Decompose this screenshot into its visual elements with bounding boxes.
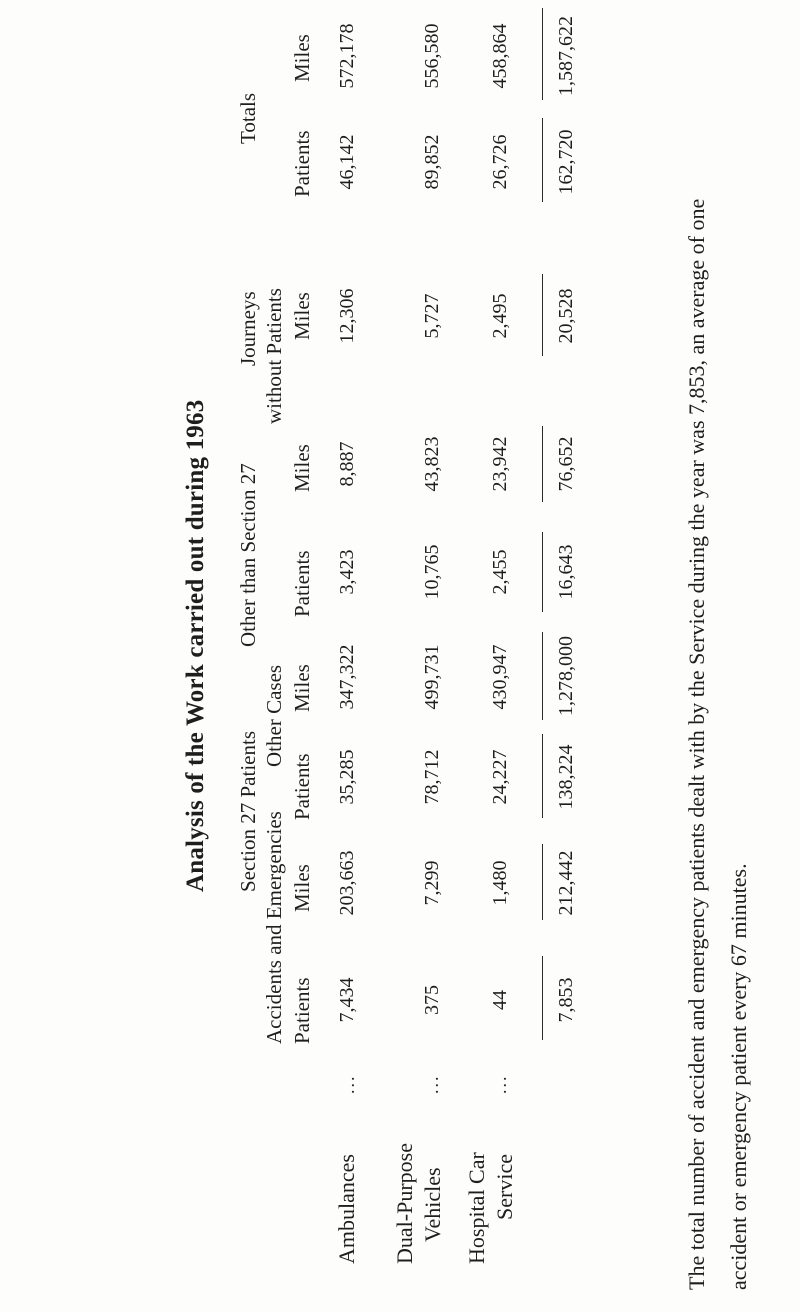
rule-totals-miles	[542, 8, 543, 100]
cell-dual-purpose-other-patients: 10,765	[421, 544, 443, 600]
group-header-journeys: Journeys	[236, 291, 260, 366]
cell-ambulances-other-patients: 3,423	[336, 549, 358, 595]
cell-hospital-car-other-miles: 23,942	[489, 436, 511, 492]
rule-oc-miles	[542, 632, 543, 720]
group-header-totals: Totals	[236, 92, 260, 144]
total-ae-patients: 7,853	[555, 977, 577, 1023]
row-dots: ...	[490, 1074, 510, 1094]
rule-journeys-miles	[542, 274, 543, 356]
col-header-other-miles: Miles	[290, 444, 314, 492]
total-other-patients: 16,643	[555, 544, 577, 600]
total-ae-miles: 212,442	[555, 850, 577, 916]
footnote-line2: accident or emergency patient every 67 minutes.	[726, 863, 751, 1290]
col-header-oc-patients: Patients	[290, 753, 314, 820]
subgroup-accidents-emergencies: Accidents and Emergencies	[262, 811, 286, 1044]
row-label-dual-purpose-line2: Vehicles	[420, 1167, 445, 1242]
page-title: Analysis of the Work carried out during 1963	[182, 399, 209, 892]
row-label-ambulances: Ambulances	[334, 1154, 359, 1264]
cell-ambulances-totals-patients: 46,142	[336, 134, 358, 190]
cell-dual-purpose-ae-patients: 375	[421, 985, 443, 1015]
cell-ambulances-journeys-miles: 12,306	[336, 288, 358, 344]
col-header-oc-miles: Miles	[290, 664, 314, 712]
row-label-hospital-car-line2: Service	[492, 1154, 517, 1220]
cell-ambulances-other-miles: 8,887	[336, 441, 358, 487]
cell-dual-purpose-other-miles: 43,823	[421, 436, 443, 492]
cell-hospital-car-oc-miles: 430,947	[489, 644, 511, 710]
row-dots: ...	[422, 1074, 442, 1094]
row-dots: ...	[338, 1074, 358, 1094]
total-other-miles: 76,652	[555, 436, 577, 492]
cell-ambulances-ae-patients: 7,434	[336, 977, 358, 1023]
cell-hospital-car-ae-miles: 1,480	[489, 860, 511, 906]
rule-ae-miles	[542, 844, 543, 920]
row-label-dual-purpose-line1: Dual-Purpose	[392, 1143, 417, 1264]
cell-hospital-car-totals-patients: 26,726	[489, 134, 511, 190]
footnote-line1: The total number of accident and emergency patients dealt with by the Service during the year was 7,853, an average of one	[684, 198, 709, 1290]
rule-ae-patients	[542, 956, 543, 1040]
cell-hospital-car-oc-patients: 24,227	[489, 749, 511, 805]
total-journeys-miles: 20,528	[555, 288, 577, 344]
rule-other-miles	[542, 426, 543, 502]
subgroup-other-cases: Other Cases	[262, 664, 286, 767]
cell-dual-purpose-ae-miles: 7,299	[421, 860, 443, 906]
cell-hospital-car-other-patients: 2,455	[489, 549, 511, 595]
col-header-ae-patients: Patients	[290, 977, 314, 1044]
cell-ambulances-ae-miles: 203,663	[336, 850, 358, 916]
col-header-totals-miles: Miles	[290, 34, 314, 82]
cell-hospital-car-totals-miles: 458,864	[489, 23, 511, 89]
total-oc-patients: 138,224	[555, 744, 577, 810]
cell-dual-purpose-journeys-miles: 5,727	[421, 293, 443, 339]
cell-hospital-car-journeys-miles: 2,495	[489, 293, 511, 339]
cell-ambulances-totals-miles: 572,178	[336, 23, 358, 89]
cell-ambulances-oc-miles: 347,322	[336, 644, 358, 710]
total-totals-patients: 162,720	[555, 129, 577, 195]
group-header-section27: Section 27 Patients	[236, 731, 260, 892]
total-oc-miles: 1,278,000	[555, 636, 577, 716]
cell-dual-purpose-totals-patients: 89,852	[421, 134, 443, 190]
cell-dual-purpose-oc-patients: 78,712	[421, 749, 443, 805]
cell-ambulances-oc-patients: 35,285	[336, 749, 358, 805]
col-header-ae-miles: Miles	[290, 864, 314, 912]
cell-dual-purpose-oc-miles: 499,731	[421, 644, 443, 710]
total-totals-miles: 1,587,622	[555, 16, 577, 96]
col-header-journeys-miles: Miles	[290, 292, 314, 340]
rule-oc-patients	[542, 734, 543, 818]
cell-dual-purpose-totals-miles: 556,580	[421, 23, 443, 89]
cell-hospital-car-ae-patients: 44	[489, 990, 511, 1010]
rule-totals-patients	[542, 118, 543, 202]
rule-other-patients	[542, 532, 543, 612]
group-header-other-than-section27: Other than Section 27	[236, 463, 260, 647]
col-header-other-patients: Patients	[290, 550, 314, 617]
row-label-hospital-car-line1: Hospital Car	[464, 1152, 489, 1264]
group-header-without-patients: without Patients	[262, 288, 286, 424]
col-header-totals-patients: Patients	[290, 130, 314, 197]
